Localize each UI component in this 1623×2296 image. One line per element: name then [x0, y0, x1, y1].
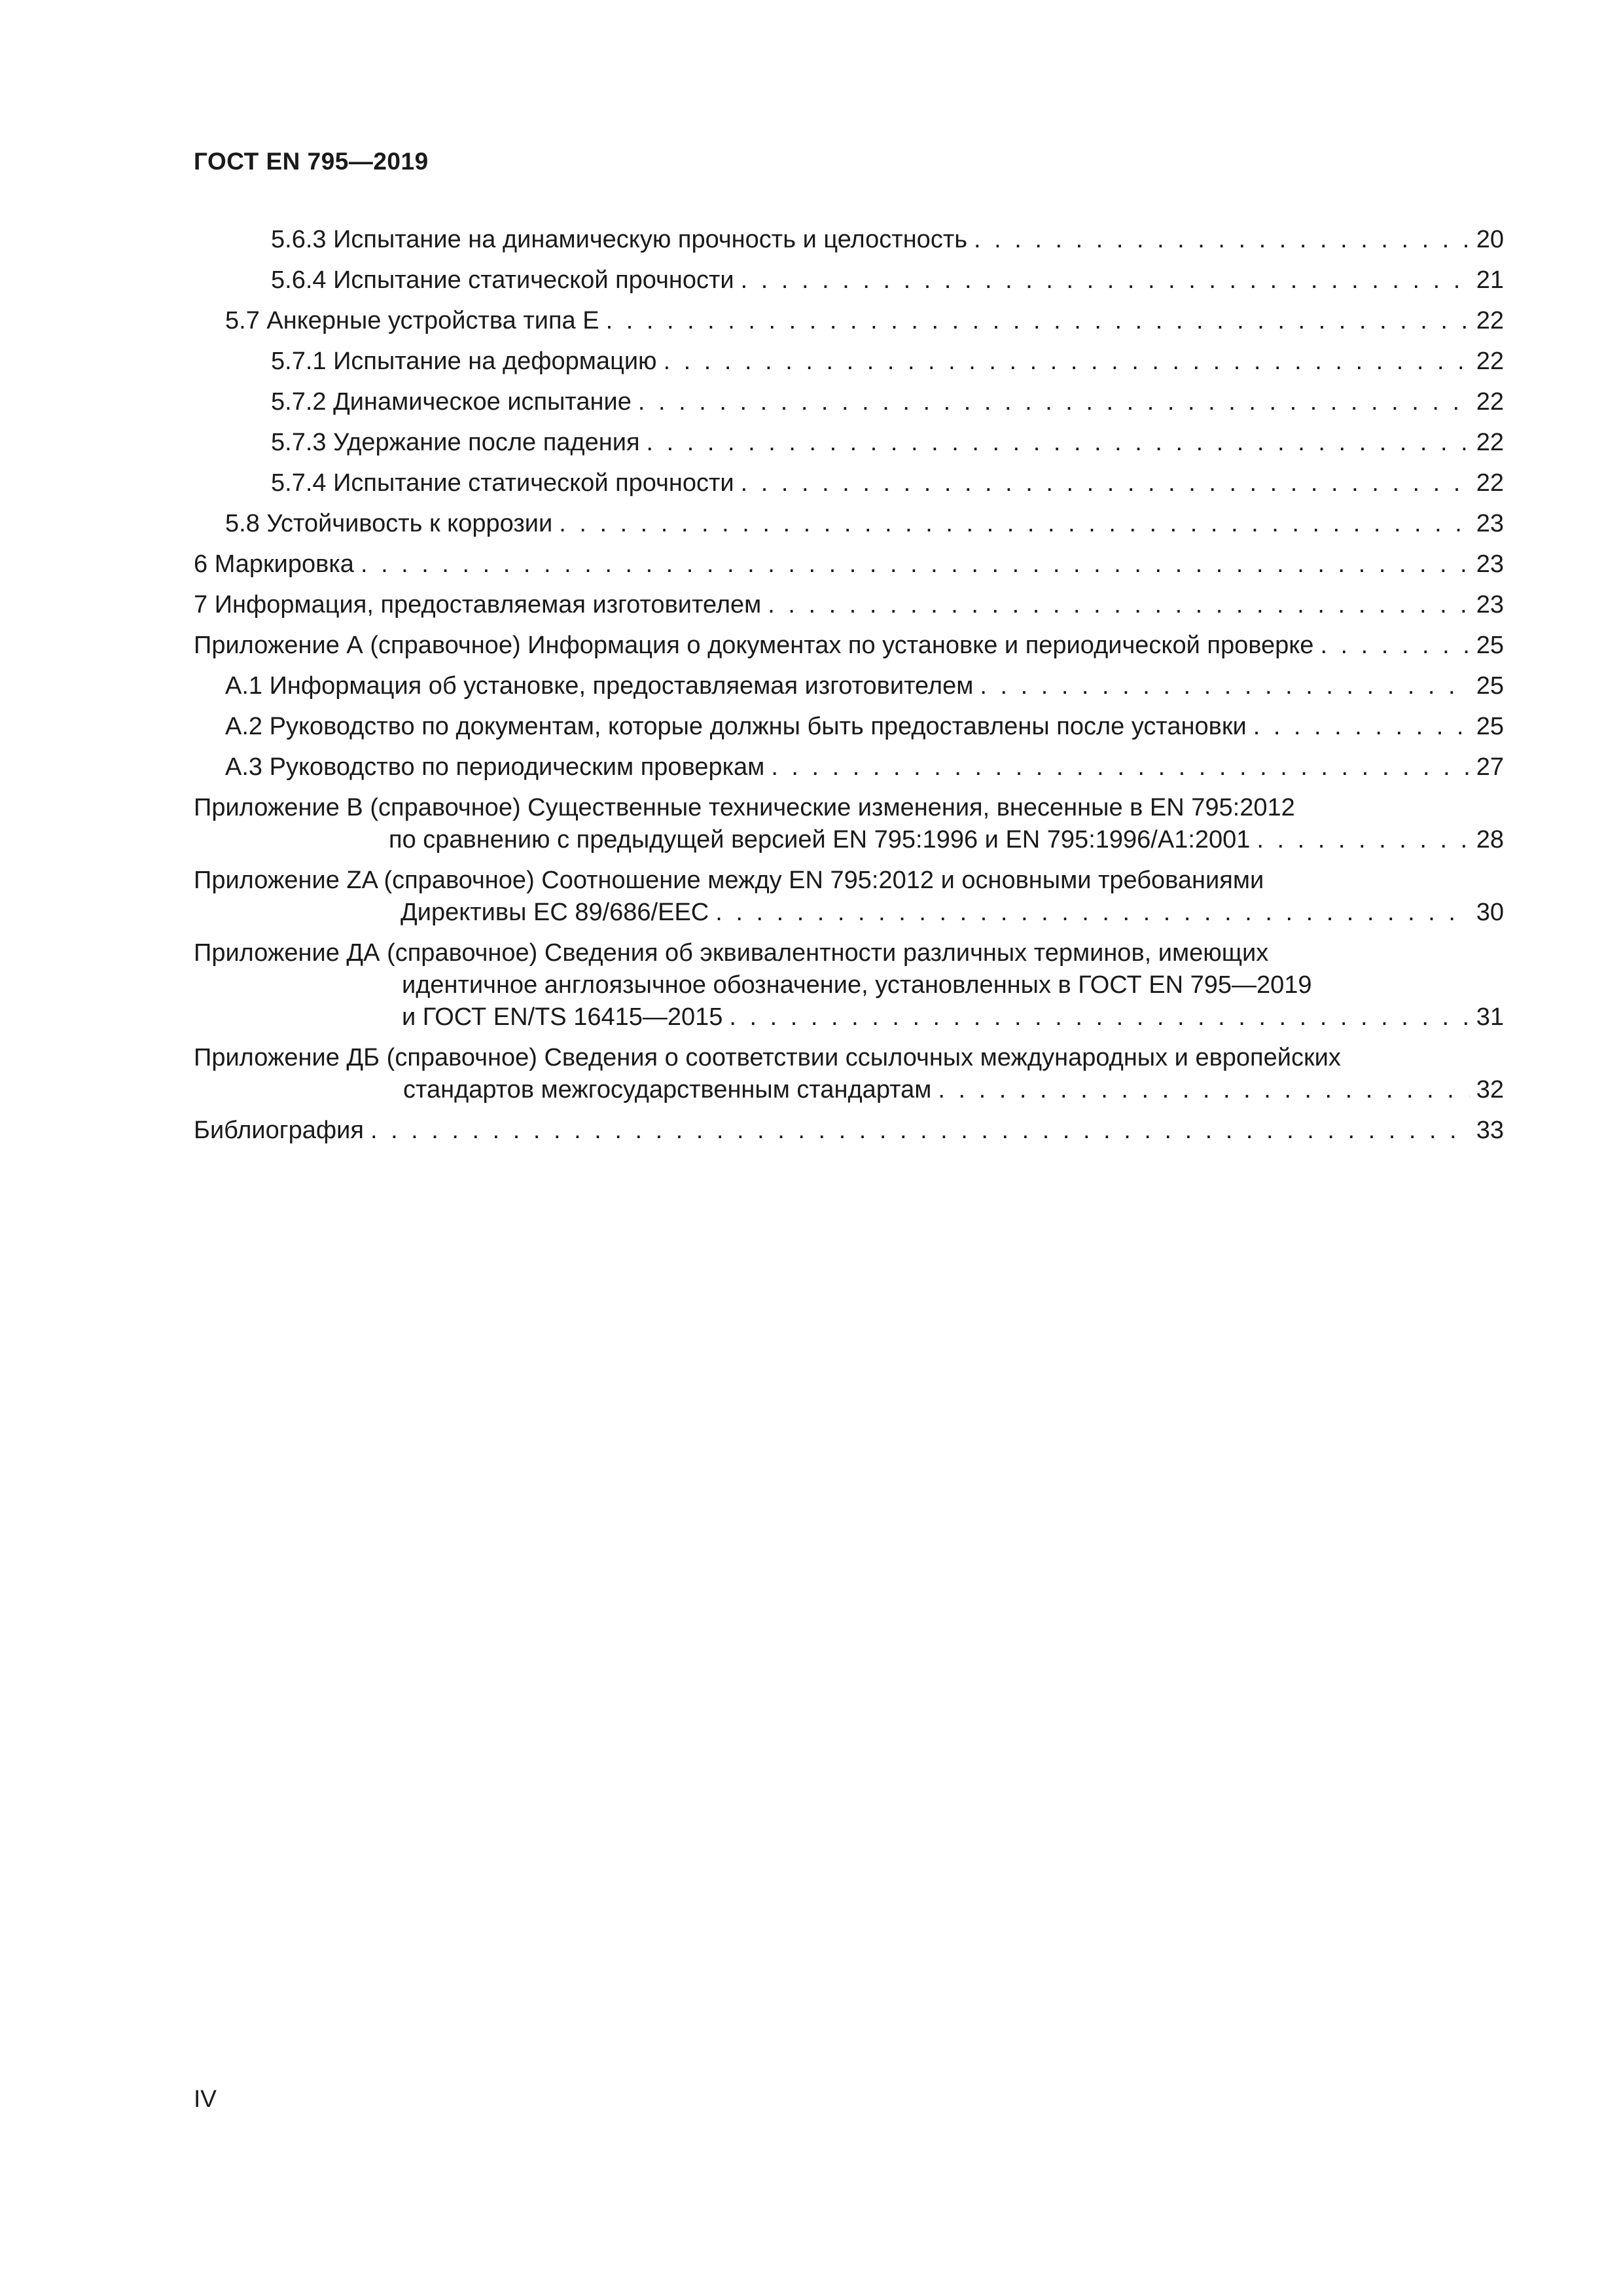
toc-page-number: 28	[1476, 826, 1504, 853]
toc-page-number: 21	[1476, 266, 1504, 294]
toc-entry[interactable]	[194, 508, 1504, 540]
toc-entry-text: 5.7.1 Испытание на деформацию	[271, 348, 657, 375]
toc-entry[interactable]	[194, 670, 1504, 702]
toc-entry-text: 5.8 Устойчивость к коррозии	[225, 510, 553, 537]
toc-entry[interactable]	[194, 589, 1504, 621]
toc-page-number: 25	[1476, 672, 1504, 700]
toc-leader-dots	[741, 467, 1470, 499]
toc-entry-text-continued: по сравнению с предыдущей версией EN 795:1996 и EN 795:1996/A1:2001	[389, 826, 1251, 853]
toc-page-number: 23	[1476, 550, 1504, 578]
toc-entry-appendix[interactable]	[194, 937, 1504, 1033]
toc-page-number: 22	[1476, 429, 1504, 456]
toc-entry[interactable]	[194, 305, 1504, 337]
toc-entry-text: 5.7 Анкерные устройства типа E	[225, 307, 599, 334]
toc-page-number: 25	[1476, 713, 1504, 740]
toc-page-number: 22	[1476, 469, 1504, 497]
toc-entry-text: Приложение ДА (справочное) Сведения об эквивалентности различных терминов, имеющих	[194, 939, 1269, 967]
toc-page-number: 33	[1476, 1117, 1504, 1144]
toc-page-number: 22	[1476, 307, 1504, 334]
toc-page-number: 27	[1476, 753, 1504, 781]
toc-entry-bibliography[interactable]	[194, 1115, 1504, 1147]
toc-page-number: 25	[1476, 632, 1504, 659]
toc-entry-appendix[interactable]	[194, 865, 1504, 929]
toc-single-entries	[194, 224, 1504, 783]
toc-entry[interactable]	[194, 346, 1504, 378]
toc-entry-text: А.2 Руководство по документам, которые должны быть предоставлены после установки	[225, 713, 1247, 740]
toc-page-number: 23	[1476, 510, 1504, 537]
toc-page-number: 22	[1476, 348, 1504, 375]
toc-leader-dots	[1320, 630, 1469, 662]
toc-page-number: 30	[1476, 899, 1504, 926]
toc-entry[interactable]	[194, 386, 1504, 418]
toc-entry-text: А.3 Руководство по периодическим проверкам	[225, 753, 765, 781]
toc-leader-dots	[741, 264, 1470, 296]
toc-entry[interactable]	[194, 711, 1504, 743]
toc-entry-text: 5.7.4 Испытание статической прочности	[271, 469, 734, 497]
table-of-contents	[194, 224, 1504, 1155]
toc-page-number: 22	[1476, 388, 1504, 416]
toc-entry-text: 5.7.3 Удержание после падения	[271, 429, 640, 456]
toc-page-number: 23	[1476, 591, 1504, 619]
toc-entry[interactable]	[194, 427, 1504, 459]
toc-entry-text: Приложение А (справочное) Информация о документах по установке и периодической проверке	[194, 632, 1314, 659]
toc-leader-dots	[1253, 711, 1470, 743]
document-header: ГОСТ EN 795—2019	[194, 148, 429, 175]
toc-leader-dots	[729, 1001, 1469, 1033]
toc-entry-text: Приложение ДБ (справочное) Сведения о соответствии ссылочных международных и европейских	[194, 1044, 1341, 1071]
toc-entry[interactable]	[194, 548, 1504, 581]
toc-page-number: 32	[1476, 1076, 1504, 1103]
toc-leader-dots	[606, 305, 1470, 337]
toc-leader-dots	[559, 508, 1470, 540]
toc-entry-text: 7 Информация, предоставляемая изготовителем	[194, 591, 762, 619]
toc-entry-text: Приложение ZA (справочное) Соотношение между EN 795:2012 и основными требованиями	[194, 867, 1264, 894]
toc-entry[interactable]	[194, 630, 1504, 662]
toc-leader-dots	[361, 548, 1470, 581]
toc-leader-dots	[771, 751, 1469, 783]
toc-leader-dots	[647, 427, 1470, 459]
toc-leader-dots	[715, 897, 1469, 929]
toc-page-number: 20	[1476, 226, 1504, 253]
toc-leader-dots	[638, 386, 1470, 418]
toc-leader-dots	[1257, 824, 1469, 856]
toc-entry-text: 5.6.3 Испытание на динамическую прочность и целостность	[271, 226, 968, 253]
toc-leader-dots	[768, 589, 1469, 621]
toc-entry-text: 5.6.4 Испытание статической прочности	[271, 266, 734, 294]
toc-leader-dots	[938, 1074, 1469, 1106]
toc-entry-appendix[interactable]	[194, 1042, 1504, 1106]
toc-entry-text: А.1 Информация об установке, предоставляемая изготовителем	[225, 672, 974, 700]
toc-entry-text-continued: Директивы ЕС 89/686/EEC	[401, 899, 709, 926]
toc-leader-dots	[664, 346, 1470, 378]
toc-entry[interactable]	[194, 264, 1504, 296]
toc-entry-text: Приложение В (справочное) Существенные технические изменения, внесенные в EN 795:2012	[194, 794, 1295, 821]
toc-entry-appendix[interactable]	[194, 792, 1504, 856]
toc-leader-dots	[980, 670, 1469, 702]
toc-entry-text-continued: стандартов межгосударственным стандартам	[403, 1076, 932, 1103]
toc-entry-text: 5.7.2 Динамическое испытание	[271, 388, 632, 416]
toc-multiline-entries	[194, 792, 1504, 1106]
toc-entry[interactable]	[194, 467, 1504, 499]
toc-entry[interactable]	[194, 751, 1504, 783]
page-number-footer: IV	[194, 2085, 217, 2112]
toc-entry-text-continued: и ГОСТ EN/TS 16415—2015	[402, 1003, 723, 1031]
toc-page-number: 31	[1476, 1003, 1504, 1031]
toc-entry-text: Библиография	[194, 1117, 364, 1144]
toc-entry-text: 6 Маркировка	[194, 550, 354, 578]
toc-leader-dots	[370, 1115, 1470, 1147]
toc-leader-dots	[974, 224, 1470, 256]
toc-entry[interactable]	[194, 224, 1504, 256]
toc-entry-text-continued: идентичное англоязычное обозначение, установленных в ГОСТ EN 795—2019	[402, 971, 1312, 999]
